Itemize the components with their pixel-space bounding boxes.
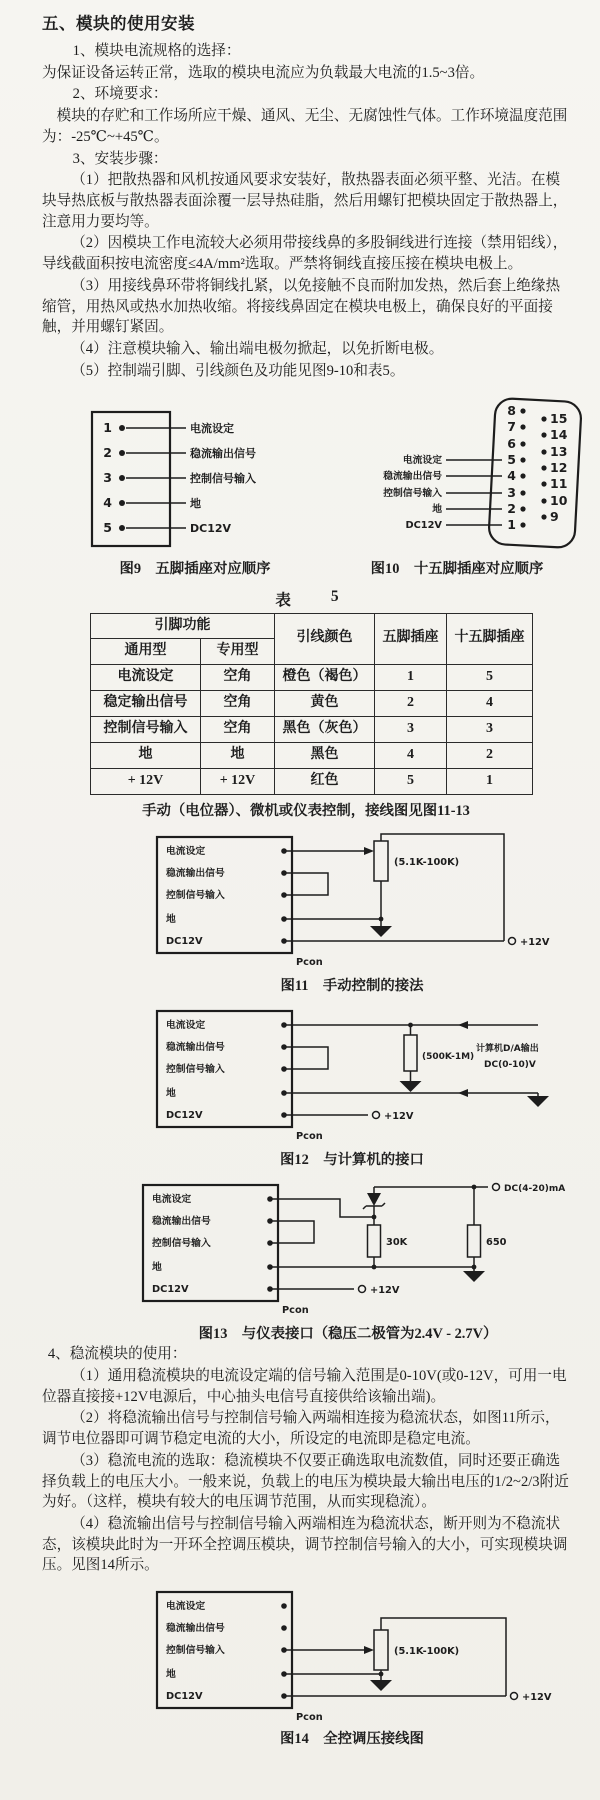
terminal-circle	[359, 1286, 366, 1293]
pin-label: 电流设定	[402, 454, 442, 466]
pin-label: 稳流输出信号	[166, 1042, 225, 1054]
wires	[270, 1185, 488, 1289]
figure-12-caption: 图12 与计算机的接口	[280, 1152, 424, 1169]
zener-diode-icon	[363, 1193, 385, 1209]
pin-dot-icon	[119, 425, 125, 431]
ground-icon	[370, 926, 392, 937]
pin-label: 控制信号输入	[383, 487, 442, 499]
section-1-title: 1、模块电流规格的选择：	[72, 43, 241, 59]
resistor-30k	[368, 1225, 381, 1257]
cell: 2	[375, 691, 447, 717]
v12-label: +12V	[370, 1285, 400, 1297]
pin-number: 2	[103, 444, 112, 460]
pin-label: DC12V	[190, 521, 232, 535]
figure-9-5pin-connector	[82, 406, 308, 554]
potentiometer	[374, 1630, 388, 1670]
figure-9-caption: 图9 五脚插座对应顺序	[119, 560, 271, 577]
pin-label: 稳流输出信号	[383, 470, 442, 482]
terminal-circle	[511, 1693, 518, 1700]
pin-label: 稳流输出信号	[152, 1216, 211, 1228]
table-title-number: 5	[330, 587, 339, 605]
pin-label: 稳流输出信号	[166, 868, 225, 880]
column-header: 五脚插座	[375, 613, 447, 665]
pcon-label: Pcon	[296, 1131, 323, 1143]
terminal-circle	[373, 1112, 380, 1119]
cell: 红色	[275, 768, 375, 794]
cell: 黄色	[275, 691, 375, 717]
usage-item: （1）通用稳流模块的电流设定端的信号输入范围是0-10V(或0-12V，可用一电位器直接接+12V电源后，中心抽头电信号直接供给该输出端)。	[42, 1367, 567, 1405]
pin-dot-icon	[119, 500, 125, 506]
figure-14-block	[134, 1584, 570, 1748]
pin-row	[103, 420, 234, 435]
column-header: 通用型	[91, 639, 201, 665]
resistor-value-label: (500K-1M)	[422, 1052, 475, 1063]
cell: 空角	[201, 665, 275, 691]
dsub-shell	[488, 397, 582, 547]
figure-13-instrument-interface-circuit	[128, 1177, 568, 1319]
cell: 空角	[201, 691, 275, 717]
doc-heading: 五、模块的使用安装	[42, 14, 195, 33]
pin-number: 5	[103, 519, 112, 535]
step-item: （3）用接线鼻环带将铜线扎紧，以免接触不良而附加发热，然后套上绝缘热缩管，用热风或热水加热收缩。将接线鼻固定在模块电极上，确保良好的平面接触，并用螺钉紧固。	[42, 277, 561, 336]
pin-label: 地	[152, 1262, 162, 1274]
pin-label: 电流设定	[190, 421, 234, 435]
pin-number: 8	[507, 402, 516, 418]
table-row	[91, 717, 533, 743]
pin-row	[103, 520, 231, 535]
column-header: 十五脚插座	[447, 613, 533, 665]
usage-item: （4）稳流输出信号与控制信号输入两端相连为稳流状态，断开则为不稳流状态，该模块此时为一开环全控调压模块，调节控制信号输入的大小，可实现模块调压。见图14所示。	[42, 1515, 568, 1574]
section-2-body: 模块的存贮和工作场所应干燥、通风、无尘、无腐蚀性气体。工作环境温度范围为：-25℃~+45℃。	[42, 108, 568, 145]
pin-number: 1	[103, 419, 112, 435]
r2-value-label: 650	[486, 1237, 507, 1249]
pin-number: 4	[507, 467, 516, 483]
pin-label: 稳流输出信号	[190, 446, 256, 460]
cell: + 12V	[201, 768, 275, 794]
pin-label: 地	[166, 1088, 176, 1100]
pin-number: 12	[550, 459, 568, 475]
v12-label: +12V	[520, 937, 550, 949]
step-item: （2）因模块工作电流较大必须用带接线鼻的多股铜线进行连接（禁用铝线），导线截面积按电流密度≤4A/mm²选取。严禁将铜线直接压接在模块电极上。	[42, 235, 568, 273]
pin-row	[103, 445, 256, 460]
section-1-body: 为保证设备运转正常，选取的模块电流应为负载最大电流的1.5~3倍。	[42, 64, 485, 81]
terminal-circle	[509, 938, 516, 945]
pin-label: 控制信号输入	[152, 1238, 211, 1250]
pin-label: 控制信号输入	[166, 890, 225, 902]
resistor-650	[468, 1225, 481, 1257]
pcon-label: Pcon	[282, 1305, 309, 1317]
pin-number: 15	[550, 410, 568, 426]
usage-item: （2）将稳流输出信号与控制信号输入两端相连接为稳流状态，如图11所示，调节电位器即可调节稳定电流的大小，所设定的电流即是稳定电流。	[42, 1410, 560, 1448]
ground-icon	[400, 1081, 422, 1092]
pin-dot-icon	[119, 525, 125, 531]
figure-12-block	[134, 1003, 570, 1169]
step-item: （4）注意模块输入、输出端电极勿掀起，以免折断电极。	[71, 341, 444, 358]
figure-10-column	[314, 394, 600, 578]
figure-9-column	[82, 406, 308, 578]
arrow-right-icon	[364, 847, 374, 855]
pin-label: 地	[166, 1669, 176, 1681]
pin-row	[103, 495, 201, 510]
pin-label: 稳流输出信号	[166, 1623, 225, 1635]
column-header: 引脚功能	[91, 613, 275, 639]
pin-label: 地	[190, 496, 201, 510]
column-header: 引线颜色	[275, 613, 375, 665]
module-pins	[165, 844, 287, 947]
cell: 2	[447, 742, 533, 768]
pin-label: DC12V	[405, 519, 442, 531]
v12-label: +12V	[522, 1692, 552, 1704]
pin-label: 电流设定	[166, 846, 206, 858]
section-4-title: 4、稳流模块的使用：	[47, 1346, 187, 1363]
pin-row	[103, 470, 256, 485]
pin-label: 控制信号输入	[166, 1064, 225, 1076]
arrow-left-icon	[458, 1089, 468, 1097]
v12-label: +12V	[384, 1111, 414, 1123]
table-title-label: 表	[275, 591, 291, 609]
cell: 4	[375, 742, 447, 768]
r1-value-label: 30K	[386, 1237, 408, 1249]
da-output-label: 计算机D/A输出	[476, 1044, 539, 1055]
pin-label: 电流设定	[166, 1601, 206, 1613]
cell: 1	[447, 768, 533, 794]
pin-label: DC12V	[152, 1284, 189, 1296]
potentiometer	[374, 841, 388, 881]
figure-10-caption: 图10 十五脚插座对应顺序	[370, 560, 544, 577]
pin-label: 电流设定	[166, 1020, 206, 1032]
pin-number: 3	[507, 484, 516, 500]
pin-number: 13	[550, 443, 568, 459]
cell: 控制信号输入	[91, 717, 201, 743]
cell: 电流设定	[91, 665, 201, 691]
section-3-title: 3、安装步骤：	[72, 150, 168, 167]
pot-value-label: (5.1K-100K)	[394, 857, 460, 869]
db15-left-pins	[507, 403, 525, 532]
pin-label: DC12V	[166, 1691, 203, 1703]
table-row	[91, 768, 533, 794]
module-pins	[151, 1192, 273, 1295]
figure-10-15pin-connector	[314, 394, 600, 554]
usage-item: （3）稳流电流的选取：稳流模块不仅要正确选取电流数值，同时还要正确选择负载上的电压大小。一般来说，负载上的电压为模块最大输出电压的1/2~2/3附近为好。（这样，模块有较大的电压调节范围，从而实现稳流）。	[42, 1452, 569, 1511]
cell: 5	[375, 768, 447, 794]
table-row	[91, 742, 533, 768]
pin-dot-icon	[119, 450, 125, 456]
figure-14-voltage-regulation-circuit	[142, 1584, 562, 1724]
section-2-title: 2、环境要求：	[72, 86, 168, 103]
module-pins	[165, 1599, 287, 1702]
wires	[284, 1618, 506, 1696]
arrow-left-icon	[458, 1021, 468, 1029]
ground-icon	[463, 1271, 485, 1282]
pin-number: 7	[507, 418, 516, 434]
figure-9-10-block	[82, 394, 570, 578]
figure-11-manual-control-circuit	[142, 829, 562, 971]
pin-number: 4	[103, 494, 112, 510]
pin-number: 9	[550, 508, 559, 524]
pin-dot-icon	[119, 475, 125, 481]
cell: 3	[447, 717, 533, 743]
cell: 3	[375, 717, 447, 743]
da-voltage-label: DC(0-10)V	[484, 1060, 536, 1071]
pin-number: 1	[507, 516, 516, 532]
ground-icon	[527, 1096, 549, 1107]
cell: 橙色（褐色）	[275, 665, 375, 691]
cell: 1	[375, 665, 447, 691]
cell: 黑色	[275, 742, 375, 768]
column-header: 专用型	[201, 639, 275, 665]
pin-label: DC12V	[166, 1110, 203, 1122]
cell: 4	[447, 691, 533, 717]
cell: 5	[447, 665, 533, 691]
cell: 地	[201, 742, 275, 768]
pin-number: 14	[550, 426, 568, 442]
cell: 稳定输出信号	[91, 691, 201, 717]
figure-11-caption: 图11 手动控制的接法	[280, 978, 424, 995]
db15-right-pins	[541, 411, 567, 524]
pin-label: 控制信号输入	[190, 471, 256, 485]
figure-14-caption: 图14 全控调压接线图	[280, 1731, 424, 1748]
step-item: （1）把散热器和风机按通风要求安装好，散热器表面必须平整、光洁。在模块导热底板与散热器表面涂覆一层导热硅脂，然后用螺钉把模块固定于散热器上，注意用力要均等。	[42, 172, 568, 230]
cell: 黑色（灰色）	[275, 717, 375, 743]
table-5	[90, 613, 533, 795]
pin-number: 10	[550, 492, 568, 508]
table-header-row	[91, 613, 533, 639]
table-note: 手动（电位器）、微机或仪表控制，接线图见图11-13	[142, 802, 470, 819]
pin-number: 5	[507, 451, 516, 467]
figure-13-caption: 图13 与仪表接口（稳压二极管为2.4V - 2.7V）	[198, 1326, 498, 1343]
pin-label: DC12V	[166, 936, 203, 948]
figure-13-block	[126, 1177, 570, 1343]
pin-label: 地	[166, 914, 176, 926]
pot-value-label: (5.1K-100K)	[394, 1646, 460, 1658]
pin-number: 3	[103, 469, 112, 485]
figure-12-computer-interface-circuit	[142, 1003, 562, 1145]
table-row	[91, 665, 533, 691]
cell: 空角	[201, 717, 275, 743]
pin-number: 6	[507, 435, 516, 451]
pin-label: 电流设定	[152, 1194, 192, 1206]
pin-number: 11	[550, 475, 568, 491]
pcon-label: Pcon	[296, 957, 323, 969]
resistor	[404, 1035, 417, 1071]
ma-terminal-label: DC(4-20)mA	[504, 1184, 566, 1195]
table-5-title	[90, 588, 524, 610]
pin-label: 控制信号输入	[166, 1645, 225, 1657]
module-pins	[165, 1018, 287, 1121]
pin-label: 地	[432, 503, 442, 515]
table-row	[91, 691, 533, 717]
wires	[284, 834, 504, 941]
figure-11-block	[134, 829, 570, 995]
cell: + 12V	[91, 768, 201, 794]
cell: 地	[91, 742, 201, 768]
step-item: （5）控制端引脚、引线颜色及功能见图9-10和表5。	[71, 362, 405, 379]
pcon-label: Pcon	[296, 1712, 323, 1724]
ground-icon	[370, 1680, 392, 1691]
arrow-right-icon	[364, 1646, 374, 1654]
terminal-circle	[493, 1184, 500, 1191]
pin-number: 2	[507, 500, 516, 516]
db15-signal-labels	[382, 453, 502, 531]
